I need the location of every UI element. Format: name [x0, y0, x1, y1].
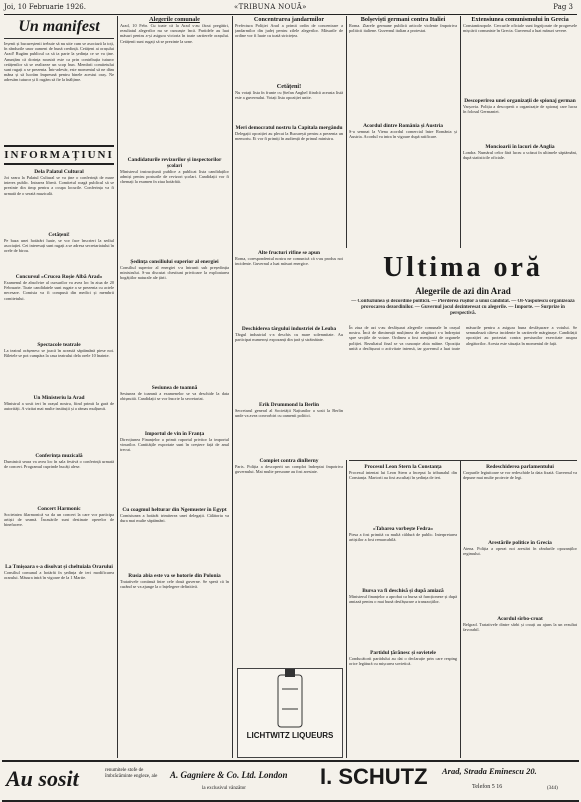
section-body: Tratativele continuă între cele două guverne. Se speră că în curând se va ajunge la o înțelegere definitivă.	[120, 579, 229, 590]
header-paper: «TRIBUNA NOUĂ»	[234, 3, 307, 11]
section-heading: Moncioarii în lacuri de Anglia	[485, 144, 555, 150]
section-body: Procesul intentat lui Leon Stern a început la tribunalul din Constanța. Martorii au fost ascultați în ședința de ieri.	[349, 470, 457, 481]
section-heading: Concursul «Crucea Roșie Albă Arad»	[15, 274, 103, 280]
manifest-body: Ieșenii și bucureștenii trebuie să nu uite cum se asociază la toți, în rândurile unor oameni de bună credință. Cetățeni ai orașului Arad! Rugăm publicul ca să ia parte la ședința ce se va ține. Anunțăm că dorința noastră este ca prin contribuția tuturor cetățenilor să se realizeze un scop bun. Membrii comitetului sunt rugați a se prezenta. Într-adevăr, este momentul să ne dăm mâna și să lucrăm împreună pentru binele acestui oraș. Ne adresăm tuturor și îi rugăm să fie la înălțime.	[4, 41, 114, 83]
ultima-ora-body: În ziua de azi s-au desfășurat alegerile comunale în orașul nostru. Încă de dimineață mulțimea de alegători s-a îndreptat spre secțiile de votare. Ordinea a fost menținută de organele poliției. Rezultatul final se va cunoaște abia mâine. Opoziția unită a desfășurat o activitate intensă, iar guvernul a luat toate măsurile pentru a asigura buna desfășurare a votului. Se semnalează câteva incidente în cartierele mărginașe. Candidații opoziției au protestat contra presiunilor exercitate asupra alegătorilor. Acesta este situația în momentul de față.	[349, 325, 577, 351]
section-body: Varșovia. Poliția a descoperit o organizație de spionaj care lucra în folosul Germaniei.	[463, 104, 577, 115]
section-body: Roma, corespondentul nostru ne comunică că s-au produs noi incidente. Guvernul a luat măsuri energice.	[235, 256, 343, 267]
section-body: Examenul de absolvire al cursurilor va avea loc în ziua de 20 Februarie. Toate candidatele sunt rugate a se prezenta cu actele necesare. Comisia va fi compusă din medici și membrii comitetului.	[4, 280, 114, 301]
section-heading: Importul de vin în Franța	[144, 431, 205, 437]
col5-top-heading: Extensiunea comunismului în Grecia	[471, 16, 569, 23]
section-body: Conducătorii partidului au dat o declarație prin care resping orice legătură cu mișcarea sovietică.	[349, 656, 457, 667]
column-1	[4, 16, 114, 756]
section-heading: Cetățeni!	[48, 232, 70, 238]
section-heading: Meri democratul nostru la Capitala mergându	[235, 125, 343, 131]
section-body: Secretarul general al Societății Națiunilor a sosit la Berlin unde va avea convorbiri cu oamenii politici.	[235, 408, 343, 419]
header-date: Joi, 10 Februarie 1926.	[4, 3, 86, 11]
ad-phone: Telefon 5 16	[472, 784, 503, 790]
ad-au-sosit: Au sosit	[6, 766, 79, 791]
ultima-ora-subtitle: Alegerile de azi din Arad	[415, 286, 511, 296]
section-body: Societatea filarmonică va da un concert la care vor participa artiști de seamă. Încasările sunt destinate operelor de binefacere.	[4, 512, 114, 528]
column-5	[463, 16, 577, 246]
col2-top-body: Arad, 10 Febr. Cu toate că la Arad s-au făcut pregătiri, rezultatul alegerilor nu se cunoaște încă. Partidele au luat măsuri pentru a-și asigura victoria în toate cartierele orașului. Cetățenii sunt rugați să se prezinte la urne.	[120, 23, 229, 44]
section-body: Consiliul superior al energiei s-a întrunit sub președinția ministrului. S-au discutat chestiuni privitoare la exploatarea bogățiilor naturale ale țării.	[120, 265, 229, 281]
section-heading: Bursa va fi deschisă și după amiază	[362, 588, 444, 594]
ultima-ora-title: Ultima oră	[383, 252, 543, 283]
col3-top-heading: Concentrarea jandarmilor	[253, 16, 325, 23]
ad-gagniere: A. Gagniere & Co. Ltd. London	[170, 770, 288, 780]
section-heading: Candidaturile revizorilor și inspectorilor școlari	[127, 157, 222, 169]
section-heading: Dela Palatul Cultural	[34, 169, 84, 175]
section-heading: Acordul sîrbo-croat	[497, 616, 543, 622]
lichtwitz-text: LICHTWITZ LIQUEURS	[246, 731, 334, 740]
col3-top-body: Prefectura Poliției Arad a primit ordin de concentrare a jandarmilor din județ pentru zilele alegerilor. Măsurile de ordine vor fi luate cu toată strictețea.	[235, 23, 343, 39]
section-heading: Deschiderea târgului industriei de Leuba	[241, 326, 337, 332]
ad-sub-mid: la exclusivul vânzător	[202, 786, 246, 791]
informatiuni-banner: INFORMAȚIUNI	[4, 145, 114, 165]
section-body: La teatrul orășenesc se joacă în această săptămână piese noi. Biletele se pot cumpăra la casa teatrului dela orele 10 înainte.	[4, 348, 114, 359]
section-heading: Rusia abia este va se hotorie din Polonia	[128, 573, 221, 579]
section-heading: Partidul țărănesc și sovietele	[370, 650, 436, 656]
section-heading: Redeschiderea parlamentului	[486, 464, 554, 470]
section-heading: Alte fructuri rifine se apun	[258, 250, 320, 256]
section-body: Duminică seara va avea loc în sala festivă o conferință urmată de concert. Programul cuprinde bucăți alese.	[4, 459, 114, 470]
col5-top-body: Constantinopole. Cercurile oficiale sunt îngrijorate de progresele mișcării comuniste în Grecia. Guvernul a luat măsuri severe.	[463, 23, 577, 34]
section-heading: Erik Drummond la Berlin	[258, 402, 320, 408]
section-heading: Compiet contra dinBerny	[259, 458, 319, 464]
liqueur-bottle-icon	[238, 669, 342, 757]
ad-code: (344)	[547, 786, 558, 791]
col4-top-body: Roma. Ziarele germane publică articole violente împotriva politicii italiene. Guvernul italian a protestat.	[349, 23, 457, 34]
section-body: Atena. Poliția a operat noi arestări în rândurile opozanților regimului.	[463, 546, 577, 557]
section-body: Sesiunea de toamnă a examenelor se va deschide la data obișnuită. Candidații se vor înscrie la secretariat.	[120, 391, 229, 402]
section-body: Nu votați lista în frunte cu Ștefan Anghel fiindcă aceasta listă este a guvernului. Votați lista opoziției unite.	[235, 90, 343, 101]
section-body: Direcțiunea Finanțelor a primit raportul privitor la importul vinurilor. Cantitățile exportate sunt în creștere față de anul trecut.	[120, 437, 229, 453]
section-heading: Cetățeni!	[276, 83, 302, 90]
section-body: Joi seara la Palatul Cultural se va ține o conferință de mare interes public. Intrarea liberă. Comitetul roagă publicul să se prezinte din timp pentru a ocupa locurile. Conferința va fi urmată de o serată muzicală.	[4, 175, 114, 196]
section-heading: «Tabarea vorbeşte Fedra»	[372, 526, 434, 532]
manifest-title: Un manifest	[18, 18, 100, 35]
column-2	[120, 16, 229, 756]
section-heading: Ședința consiliului superior al energiei	[130, 259, 219, 265]
section-body: Consiliul comunal a hotărât în ședința de ieri modificarea orarului. Măsura intră în vigoare de la 1 Martie.	[4, 570, 114, 581]
ultima-ora-block	[349, 252, 577, 457]
section-heading: Concert Harmonic	[37, 506, 81, 512]
section-body: Ministrul a sosit ieri în orașul nostru, fiind primit la gară de autorități. A vizitat mai multe instituții și a rămas mulțumit.	[4, 401, 114, 412]
section-heading: Un Ministeriu la Arad	[33, 395, 85, 401]
section-body: Târgul industrial s-a deschis cu mare solemnitate. Au participat numeroși expozanți din țară și străinătate.	[235, 332, 343, 343]
section-heading: Arestările politice în Grecia	[488, 540, 552, 546]
ad-schutz-brand: I. SCHUTZ	[320, 764, 428, 789]
section-heading: La Tmișoara s-a disolvat și cheltuiala Orarului	[5, 564, 113, 570]
section-heading: Spectacole teatrale	[37, 342, 81, 348]
section-heading: Descoperirea unei organizații de spionaj german	[464, 98, 576, 104]
column-3-lower	[235, 250, 343, 670]
section-heading: Acordul dintre România și Austria	[363, 123, 443, 129]
section-body: Piesa a fost primită cu multă căldură de public. Interpretarea artiștilor a fost remarcabilă.	[349, 532, 457, 543]
section-heading: Cu coagmul helturar din Ngemuster în Egypt	[122, 507, 227, 513]
section-body: Paris. Poliția a descoperit un complot îndreptat împotriva guvernului. Mai multe persoane au fost arestate.	[235, 464, 343, 475]
section-body: Corpurile legiuitoare se vor redeschide la data fixată. Guvernul va depune mai multe proiecte de legi.	[463, 470, 577, 481]
section-body: Londra. Numărul celor fără lucru a scăzut în ultimele săptămâni, după statisticile oficiale.	[463, 150, 577, 161]
col2-top-heading: Alegerile comunale	[149, 16, 200, 23]
lichtwitz-ad	[237, 668, 343, 758]
col4-top-heading: Bolșeviști germani contra Italiei	[360, 16, 446, 23]
ad-address: Arad, Strada Eminescu 20.	[442, 766, 537, 776]
section-body: S-a semnat la Viena acordul comercial între România și Austria. Acordul va intra în vigoare după ratificare.	[349, 129, 457, 140]
section-body: Ministerul instrucțiunii publice a publicat lista candidaților admiși pentru posturile de revizori școlari. Candidații vor fi chemați la examen în ziua hotărâtă.	[120, 169, 229, 185]
section-body: Ministerul finanțelor a aprobat ca bursa să funcționeze și după amiază pentru o mai bună desfășurare a tranzacțiilor.	[349, 594, 457, 605]
column-4	[349, 16, 457, 246]
ad-sub-left: renumitele stofe de îmbrăcăminte engleze, ale	[105, 768, 158, 779]
bottom-ad-bar	[2, 760, 579, 802]
ultima-ora-deck: — Confuziunea și dezordine politicii. — Pierderea rușilor a unui candidat. — Ol-Vaspolescu organizează provocarea dezordinilor. — Guvernul jocul dezinteresat cu alegerile. — Importe. — Surprize în perspectivă.	[351, 299, 575, 316]
header-page: Pag 3	[553, 3, 573, 11]
section-body: Belgrad. Tratativele dintre sârbi și croați au ajuns la un rezultat favorabil.	[463, 622, 577, 633]
section-body: Pe baza unei hotărâri luate, se vor face înscrieri la sediul asociației. Cei interesați sunt rugați a se adresa secretariatului în orele de birou.	[4, 238, 114, 254]
bottom-col-b	[463, 464, 577, 758]
section-body: Comisiunea a hotărât trimiterea unei delegații. Călătoria va dura mai multe săptămâni.	[120, 513, 229, 524]
column-3	[235, 16, 343, 246]
section-heading: Sesiunea de toamnă	[151, 385, 198, 391]
page-header	[4, 2, 577, 15]
col1-sections	[4, 169, 114, 622]
section-heading: Procesul Leon Stern la Constanța	[364, 464, 442, 470]
section-heading: Conferința muzicală	[35, 453, 83, 459]
section-body: Delegații opoziției au plecat la București pentru a prezenta un memoriu. Ei vor fi primiți în audiență de primul ministru.	[235, 131, 343, 142]
bottom-col-a	[349, 464, 457, 758]
